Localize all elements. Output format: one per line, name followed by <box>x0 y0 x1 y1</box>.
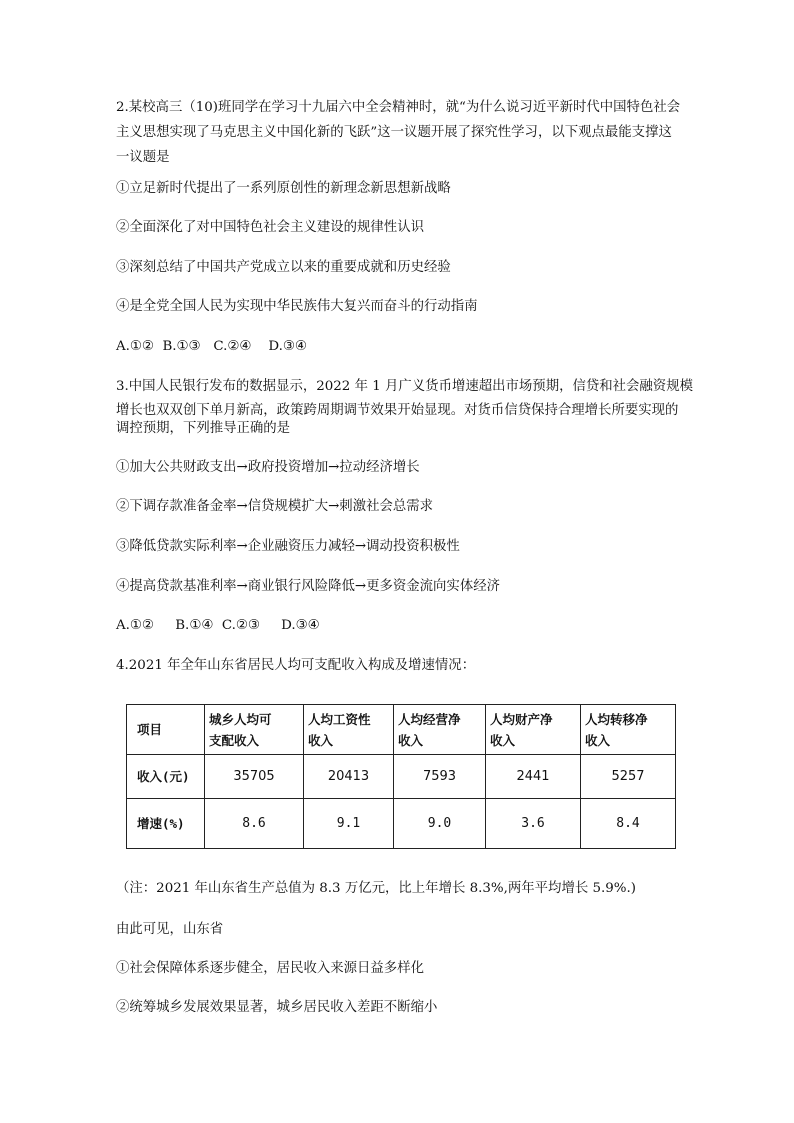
q3-answer-choices: A.①② B.①④ C.②③ D.③④ <box>116 618 320 633</box>
q4-option-2: ②统筹城乡发展效果显著，城乡居民收入差距不断缩小 <box>116 1000 438 1015</box>
table-cell: 5257 <box>581 755 676 799</box>
header-property-income: 人均财产净 收入 <box>486 705 581 755</box>
table-cell: 3.6 <box>486 799 581 849</box>
row-label-income: 收入(元) <box>127 755 205 799</box>
q2-answer-choices: A.①② B.①③ C.②④ D.③④ <box>116 339 307 354</box>
header-transfer-income: 人均转移净 收入 <box>581 705 676 755</box>
table-cell: 20413 <box>304 755 394 799</box>
q3-option-1: ①加大公共财政支出→政府投资增加→拉动经济增长 <box>116 460 420 475</box>
table-header-row <box>127 705 676 755</box>
q2-option-1: ①立足新时代提出了一系列原创性的新理念新思想新战略 <box>116 181 451 196</box>
table-cell: 35705 <box>205 755 304 799</box>
q3-option-4: ④提高贷款基准利率→商业银行风险降低→更多资金流向实体经济 <box>116 579 500 594</box>
q3-stem-line-1: 3.中国人民银行发布的数据显示，2022 年 1 月广义货币增速超出市场预期，信贷和社会融资规模 <box>116 379 693 394</box>
table-row <box>127 799 676 849</box>
header-business-income: 人均经营净 收入 <box>394 705 486 755</box>
q4-stem: 4.2021 年全年山东省居民人均可支配收入构成及增速情况： <box>116 658 476 673</box>
table-row <box>127 755 676 799</box>
q2-option-4: ④是全党全国人民为实现中华民族伟大复兴而奋斗的行动指南 <box>116 299 478 314</box>
q2-option-3: ③深刻总结了中国共产党成立以来的重要成就和历史经验 <box>116 260 451 275</box>
q4-lead: 由此可见，山东省 <box>116 922 224 937</box>
header-total-income: 城乡人均可 支配收入 <box>205 705 304 755</box>
table-cell: 8.6 <box>205 799 304 849</box>
q2-stem-line-1: 2.某校高三（10)班同学在学习十九届六中全会精神时，就“为什么说习近平新时代中国特色社会 <box>116 100 681 115</box>
q2-stem-line-3: 一议题是 <box>116 150 170 165</box>
table-cell: 9.0 <box>394 799 486 849</box>
q2-stem-line-2: 主义思想实现了马克思主义中国化新的飞跃”这一议题开展了探究性学习，以下观点最能支撑这 <box>116 125 672 140</box>
q3-stem-line-3: 调控预期，下列推导正确的是 <box>116 421 291 436</box>
header-wage-income: 人均工资性 收入 <box>304 705 394 755</box>
income-table <box>126 704 676 849</box>
q4-option-1: ①社会保障体系逐步健全，居民收入来源日益多样化 <box>116 961 424 976</box>
q3-option-2: ②下调存款准备金率→信贷规模扩大→刺激社会总需求 <box>116 499 434 514</box>
q2-option-2: ②全面深化了对中国特色社会主义建设的规律性认识 <box>116 220 424 235</box>
table-cell: 9.1 <box>304 799 394 849</box>
header-item: 项目 <box>127 705 205 755</box>
q3-option-3: ③降低贷款实际利率→企业融资压力减轻→调动投资积极性 <box>116 539 460 554</box>
row-label-growth: 增速(%) <box>127 799 205 849</box>
q4-note: （注：2021 年山东省生产总值为 8.3 万亿元，比上年增长 8.3%,两年平均增长 5.9%.) <box>116 881 636 896</box>
table-cell: 8.4 <box>581 799 676 849</box>
table-cell: 7593 <box>394 755 486 799</box>
q3-stem-line-2: 增长也双双创下单月新高，政策跨周期调节效果开始显现。对货币信贷保持合理增长所要实现的 <box>116 403 679 418</box>
table-cell: 2441 <box>486 755 581 799</box>
